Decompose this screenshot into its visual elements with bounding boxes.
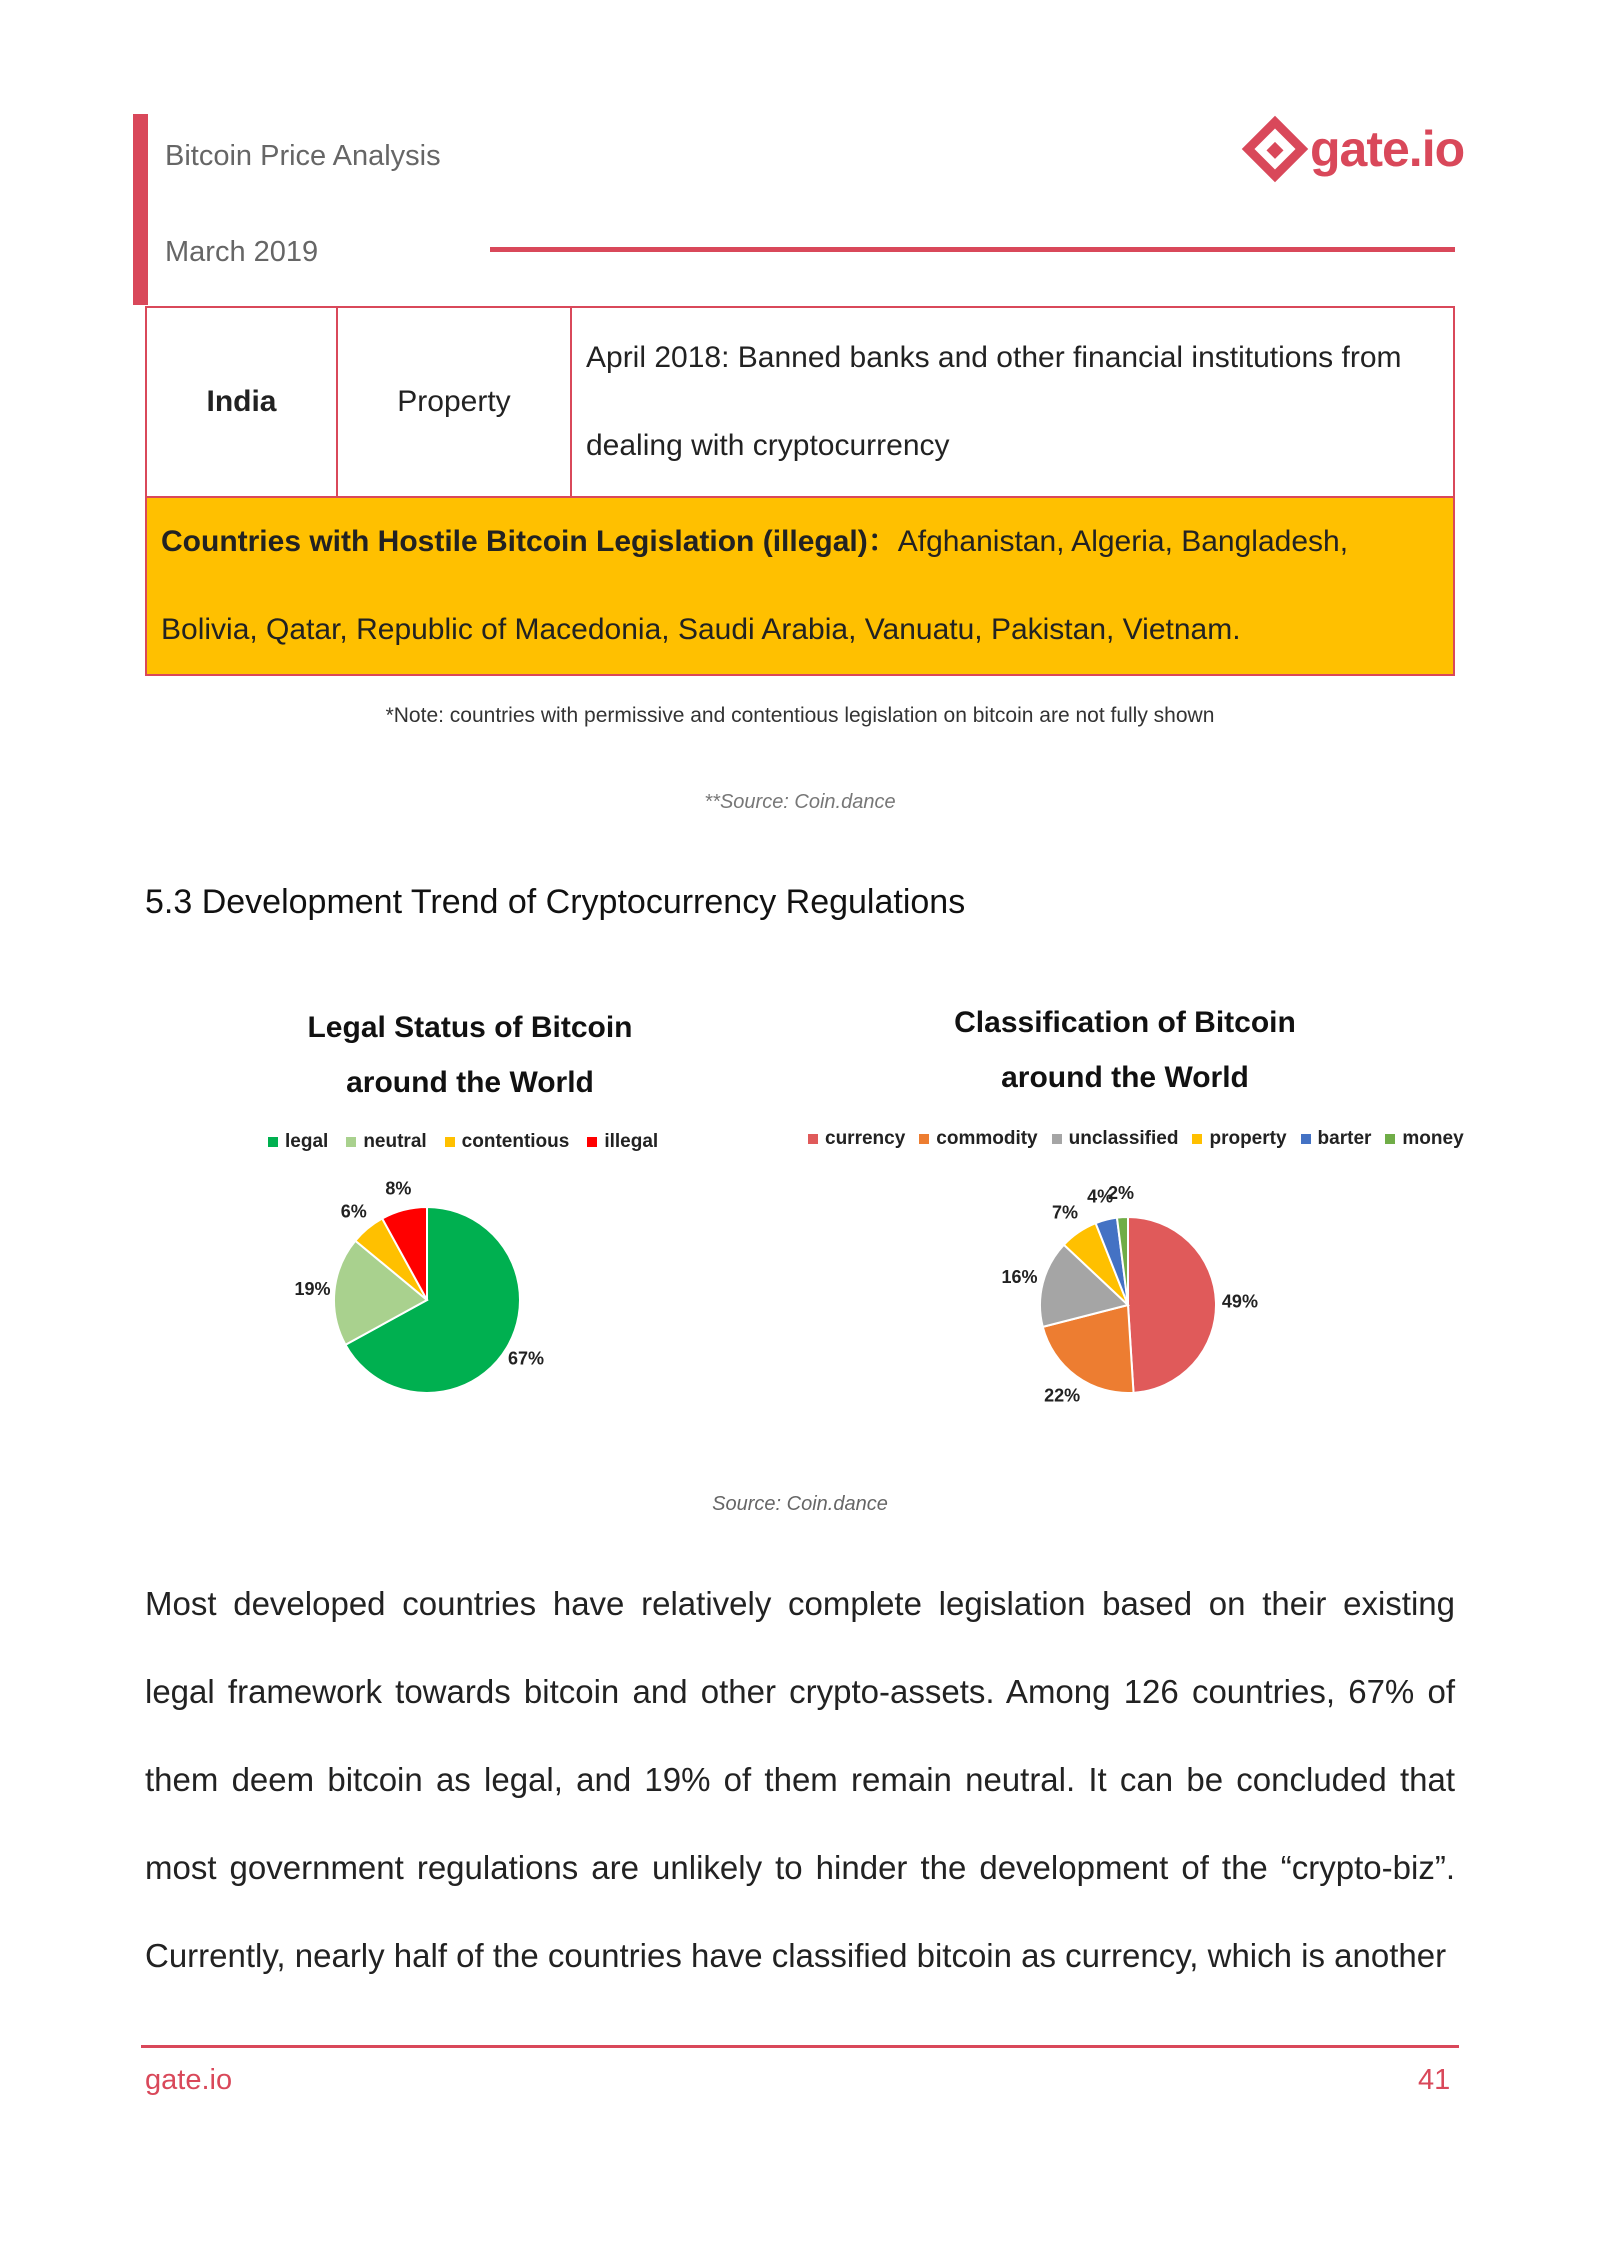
chart-1-title — [270, 1000, 670, 1110]
legend-swatch — [1052, 1134, 1062, 1144]
table-note: *Note: countries with permissive and contentious legislation on bitcoin are not fully shown — [385, 704, 1215, 727]
data-label-currency: 49% — [1221, 1291, 1258, 1312]
data-label-property: 7% — [1052, 1202, 1079, 1223]
chart-2-title — [920, 995, 1330, 1105]
chart-1-pie — [294, 1160, 640, 1420]
legend-item-neutral — [346, 1131, 426, 1153]
body-paragraph: Most developed countries have relatively complete legislation based on their existing legal framework towards bitcoin and other crypto-assets. Among 126 countries, 67% of them deem bitcoin as legal, and 19% of them remain neutral. It can be concluded that most government regulations are unlikely to hinder the development of the “crypto-biz”. Currently, nearly half of the countries have classified bitcoin as currency, which is another — [145, 1585, 1455, 1974]
data-label-money: 2% — [1107, 1183, 1134, 1204]
legend-label: legal — [285, 1131, 329, 1152]
data-label-commodity: 22% — [1044, 1385, 1081, 1406]
footer-site: gate.io — [145, 2064, 233, 2096]
page-number: 41 — [1418, 2064, 1451, 2096]
legend-label: neutral — [363, 1131, 427, 1152]
legend-item-money — [1385, 1128, 1463, 1150]
legend-swatch — [1385, 1134, 1395, 1144]
legend-label: property — [1209, 1128, 1287, 1149]
hostile-label: Countries with Hostile Bitcoin Legislation (illegal)： — [161, 525, 898, 558]
header-rule — [490, 247, 1455, 252]
classification-cell: Property — [337, 307, 571, 497]
legend-swatch — [346, 1137, 356, 1147]
chart-1-legend — [268, 1131, 676, 1153]
report-title: Bitcoin Price Analysis — [165, 140, 441, 172]
report-date: March 2019 — [165, 236, 319, 268]
legend-label: currency — [825, 1128, 906, 1149]
legend-label: commodity — [936, 1128, 1038, 1149]
legend-label: barter — [1317, 1128, 1372, 1149]
footer-rule — [141, 2045, 1459, 2048]
legend-item-property — [1192, 1128, 1286, 1150]
chart-2-title-line-1: Classification of Bitcoin — [954, 1006, 1296, 1039]
legend-swatch — [445, 1137, 455, 1147]
legend-item-currency — [808, 1128, 905, 1150]
data-label-legal: 67% — [507, 1348, 545, 1369]
hostile-row — [146, 497, 1454, 675]
table-row — [146, 307, 1454, 497]
legend-label: contentious — [461, 1131, 570, 1152]
chart-2-title-line-2: around the World — [1001, 1061, 1249, 1094]
legend-swatch — [808, 1134, 818, 1144]
legend-label: money — [1402, 1128, 1464, 1149]
country-cell: India — [146, 307, 337, 497]
table-source: **Source: Coin.dance — [704, 791, 896, 813]
hostile-countries: Afghanistan, Algeria, Bangladesh, Bolivia, Qatar, Republic of Macedonia, Saudi Arabia, Vanuatu, Pakistan, Vietnam. — [161, 525, 1349, 646]
logo-text: gate.io — [1310, 121, 1465, 177]
header-accent-bar — [133, 114, 148, 305]
legend-item-unclassified — [1052, 1128, 1179, 1150]
data-label-neutral: 19% — [294, 1279, 331, 1300]
legend-item-contentious — [445, 1131, 570, 1153]
data-label-barter: 4% — [1087, 1186, 1114, 1207]
legend-swatch — [268, 1137, 278, 1147]
data-label-unclassified: 16% — [1001, 1267, 1038, 1288]
chart-2-legend — [808, 1128, 1478, 1150]
legend-label: unclassified — [1068, 1128, 1179, 1149]
legend-swatch — [1301, 1134, 1311, 1144]
legend-item-commodity — [919, 1128, 1037, 1150]
section-heading: 5.3 Development Trend of Cryptocurrency Regulations — [145, 883, 966, 921]
legend-item-barter — [1301, 1128, 1372, 1150]
chart-1-title-line-2: around the World — [346, 1066, 594, 1099]
legend-item-legal — [268, 1131, 328, 1153]
legend-label: illegal — [604, 1131, 659, 1152]
data-label-contentious: 6% — [340, 1201, 367, 1222]
legend-swatch — [587, 1137, 597, 1147]
chart-1-title-line-1: Legal Status of Bitcoin — [307, 1011, 633, 1044]
data-label-illegal: 8% — [385, 1178, 412, 1199]
pie-slice-currency — [1128, 1217, 1216, 1393]
chart-2-pie — [960, 1160, 1320, 1420]
chart-source: Source: Coin.dance — [712, 1493, 888, 1515]
description-cell: April 2018: Banned banks and other financial institutions from dealing with cryptocurrency — [571, 307, 1454, 497]
gateio-logo-icon — [1244, 118, 1306, 180]
legend-item-illegal — [587, 1131, 658, 1153]
hostile-cell — [146, 497, 1454, 675]
legislation-table — [145, 306, 1455, 676]
legend-swatch — [1192, 1134, 1202, 1144]
legend-swatch — [919, 1134, 929, 1144]
gateio-logo — [1244, 118, 1464, 180]
